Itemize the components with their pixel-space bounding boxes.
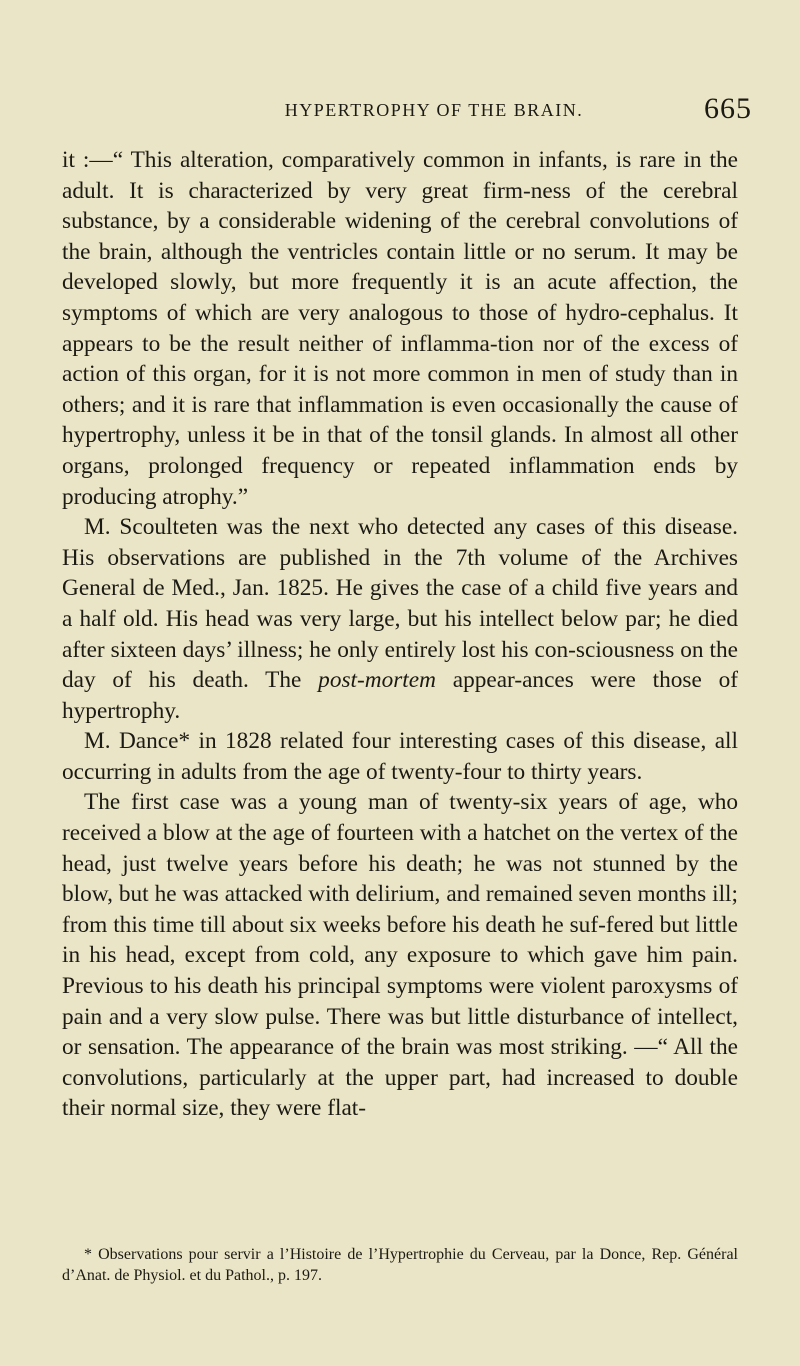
running-head <box>56 92 752 132</box>
paragraph-text-continued: appear-ances were those of hypertrophy. <box>62 667 738 724</box>
paragraph-quotation: it :—“ This alteration, comparatively common in infants, is rare in the adult. It is characterized by very great firm-ness of the cerebral substance, by a considerable widening of the cerebral convolutions of the brain, although the ventricles contain little or no serum. It may be developed slowly, but more frequently it is an acute affection, the symptoms of which are very analogous to those of hydro-cephalus. It appears to be the result neither of inflamma-tion nor of the excess of action of this organ, for it is not more common in men of study than in others; and it is rare that inflammation is even occasionally the cause of hypertrophy, unless it be in that of the tonsil glands. In almost all other organs, prolonged frequency or repeated inflammation ends by producing atrophy.” <box>62 147 738 510</box>
paragraph-first-case: The first case was a young man of twenty-six years of age, who received a blow at the age of fourteen with a hatchet on the vertex of the head, just twelve years before his death; he was not stunned by the blow, but he was attacked with delirium, and remained seven months ill; from this time till about six weeks before his death he suf-fered but little in his head, except from cold, any exposure to which gave him pain. Previous to his death his principal symptoms were violent paroxysms of pain and a very slow pulse. There was but little disturbance of intellect, or sensation. The appearance of the brain was most striking. —“ All the convolutions, particularly at the upper part, had increased to double their normal size, they were flat- <box>62 789 738 1122</box>
paragraph-text: M. Scoulteten was the next who detected any cases of this disease. His observations are published in the 7th volume of the Archives General de Med., Jan. 1825. He gives the case of a child five years and a half old. His head was very large, but his intellect below par; he died after sixteen days’ illness; he only entirely lost his con-sciousness on the day of his death. The <box>62 514 738 694</box>
body-text <box>62 145 738 1124</box>
italic-term: post-mortem <box>318 667 436 694</box>
page-number: 665 <box>704 92 752 125</box>
footnote <box>62 1244 738 1286</box>
running-title: HYPERTROPHY OF THE BRAIN. <box>284 100 584 120</box>
paragraph-scoulteten <box>62 512 738 726</box>
paragraph-dance: M. Dance* in 1828 related four interesting cases of this disease, all occurring in adults from the age of twenty-four to thirty years. <box>62 728 738 785</box>
footnote-text: * Observations pour servir a l’Histoire de l’Hypertrophie du Cerveau, par la Donce, Rep. Général d’Anat. de Physiol. et du Pathol., p. 197. <box>62 1246 738 1284</box>
